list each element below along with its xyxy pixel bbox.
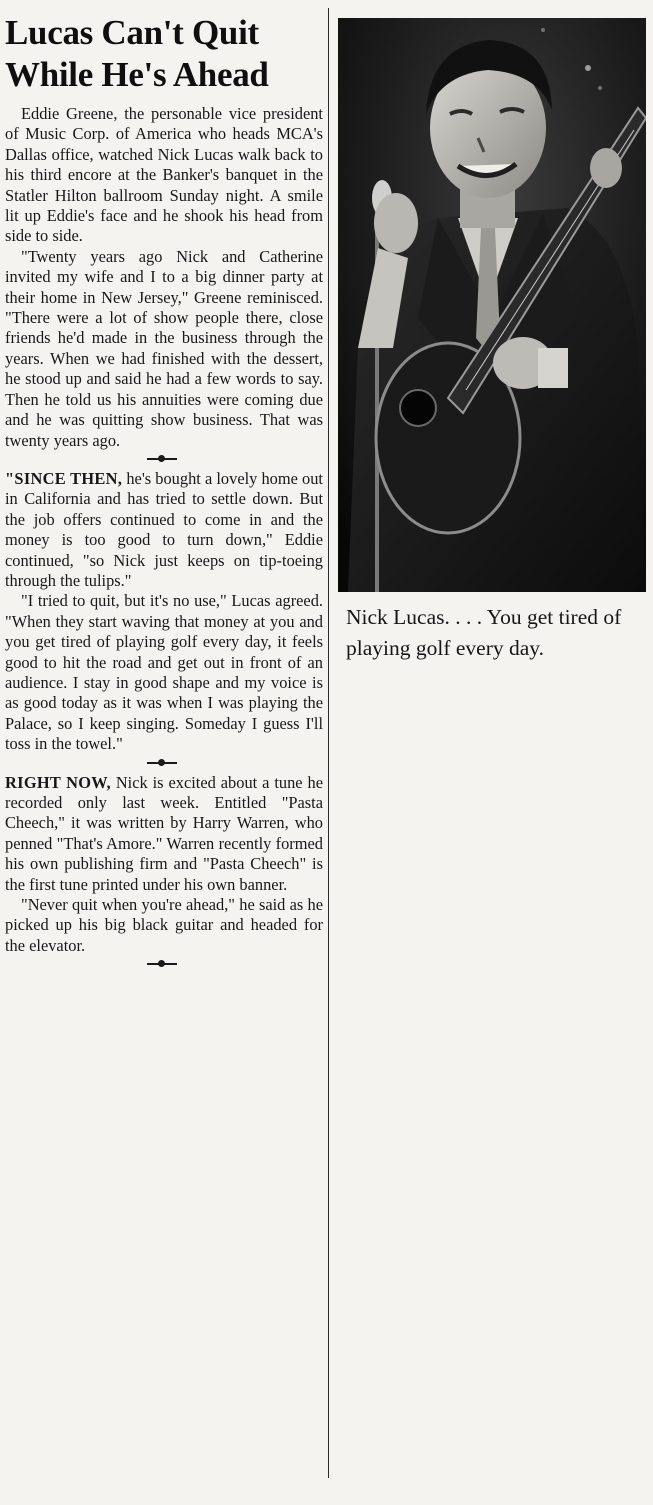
headline <box>5 12 323 96</box>
photo-illustration <box>338 18 646 592</box>
section-divider <box>5 757 323 769</box>
section-lead: "SINCE THEN, <box>5 468 123 488</box>
article-paragraph: "Never quit when you're ahead," he said as he picked up his big black guitar and headed for the elevator. <box>5 895 323 955</box>
article-paragraph: Eddie Greene, the personable vice president of Music Corp. of America who heads MCA's Dallas office, watched Nick Lucas walk back to his third encore at the Banker's banquet in the Statler Hilton ballroom Sunday night. A smile lit up Eddie's face and he shook his head from side to side. <box>5 104 323 246</box>
headline-line-1: Lucas Can't Quit <box>5 13 259 52</box>
article-column <box>5 12 323 974</box>
article-paragraph <box>5 469 323 591</box>
section-divider <box>5 453 323 465</box>
section-lead: RIGHT NOW, <box>5 772 111 792</box>
article-paragraph <box>5 773 323 895</box>
section-text: Nick is excited about a tune he recorded only last week. Entitled "Pasta Cheech," it was written by Harry Warren, who penned "That's Amore." Warren recently formed his own publishing firm and "Pasta Cheech" is the first tune printed under his own banner. <box>5 772 323 894</box>
photo-nick-lucas <box>338 18 646 592</box>
photo-caption: Nick Lucas. . . . You get tired of playing golf every day. <box>346 605 622 660</box>
section-text: he's bought a lovely home out in California and has tried to settle down. But the job offers continued to come in and the money is too good to turn down," Eddie continued, "so Nick just keeps on tip-toeing through the tulips." <box>5 468 323 590</box>
headline-line-2: While He's Ahead <box>5 55 269 94</box>
article-paragraph: "I tried to quit, but it's no use," Lucas agreed. "When they start waving that money at you and you get tired of playing golf every day, it feels good to hit the road and get out in front of an audience. I stay in good shape and my voice is as good today as it was when I was playing the Palace, so I keep singing. Someday I guess I'll toss in the towel." <box>5 591 323 754</box>
column-rule <box>328 8 329 1478</box>
article-paragraph: "Twenty years ago Nick and Catherine invited my wife and I to a big dinner party at their home in New Jersey," Greene reminisced. "There were a lot of show people there, close friends he'd made in the business through the years. When we had finished with the dessert, he stood up and said he had a few words to say. Then he told us his annuities were coming due and he was quitting show business. That was twenty years ago. <box>5 246 323 450</box>
section-divider <box>5 958 323 970</box>
